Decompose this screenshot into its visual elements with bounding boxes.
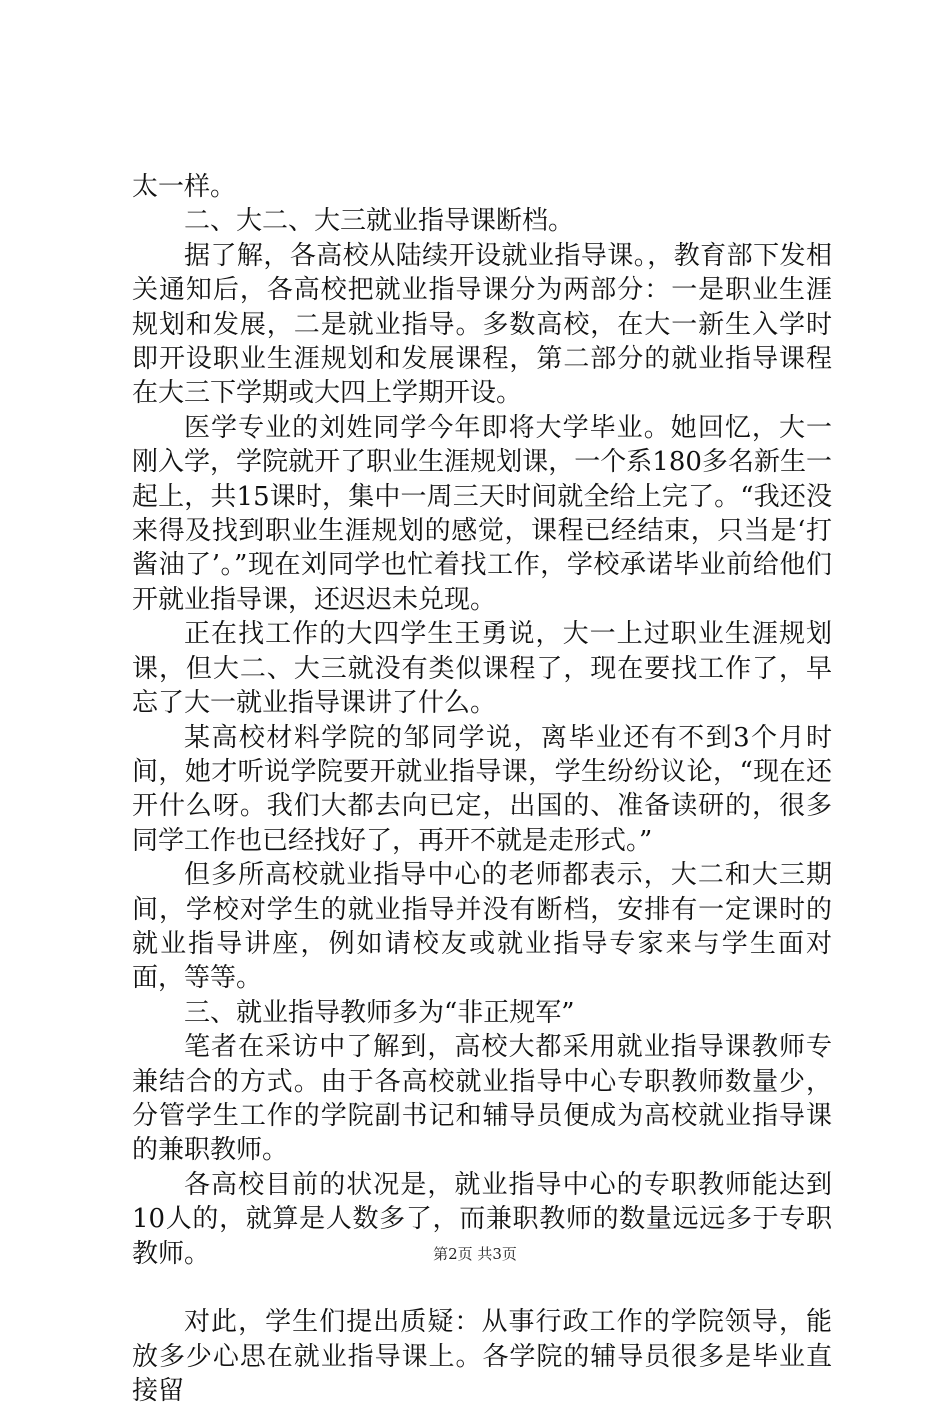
page-footer: 第2页 共3页 [433, 1245, 517, 1263]
paragraph-9: 笔者在采访中了解到，高校大都采用就业指导课教师专兼结合的方式。由于各高校就业指导中心专职教师数量少，分管学生工作的学院副书记和辅导员便成为高校就业指导课的兼职教师。 [132, 1032, 832, 1166]
paragraph-7: 但多所高校就业指导中心的老师都表示，大二和大三期间，学校对学生的就业指导并没有断档，安排有一定课时的就业指导讲座，例如请校友或就业指导专家来与学生面对面，等等。 [132, 860, 832, 994]
section-heading-2: 二、大二、大三就业指导课断档。 [184, 206, 575, 237]
paragraph-11: 对此，学生们提出质疑：从事行政工作的学院领导，能放多少心思在就业指导课上。各学院的辅导员很多是毕业直接留 [132, 1307, 832, 1407]
paragraph-1: 太一样。 [132, 172, 237, 202]
section-heading-3: 三、就业指导教师多为“非正规军” [184, 997, 575, 1028]
paragraph-3: 据了解，各高校从陆续开设就业指导课。，教育部下发相关通知后，各高校把就业指导课分为两部分：一是职业生涯规划和发展，二是就业指导。多数高校，在大一新生入学时即开设职业生涯规划和发展课程，第二部分的就业指导课程在大三下学期或大四上学期开设。 [132, 240, 832, 409]
paragraph-4: 医学专业的刘姓同学今年即将大学毕业。她回忆，大一刚入学，学院就开了职业生涯规划课，一个系180多名新生一起上，共15课时，集中一周三天时间就全给上完了。“我还没来得及找到职业生涯规划的感觉，课程已经结束，只当是‘打酱油了’。”现在刘同学也忙着找工作，学校承诺毕业前给他们开就业指导课，还迟迟未兑现。 [132, 412, 832, 615]
document-body [132, 170, 832, 1409]
paragraph-6: 某高校材料学院的邹同学说，离毕业还有不到3个月时间，她才听说学院要开就业指导课，学生纷纷议论，“现在还开什么呀。我们大都去向已定，出国的、准备读研的，很多同学工作也已经找好了，再开不就是走形式。” [132, 722, 832, 856]
paragraph-5: 正在找工作的大四学生王勇说，大一上过职业生涯规划课，但大二、大三就没有类似课程了，现在要找工作了，早忘了大一就业指导课讲了什么。 [132, 619, 832, 719]
paragraph-10: 各高校目前的状况是，就业指导中心的专职教师能达到10人的，就算是人数多了，而兼职教师的数量远远多于专职教师。 [132, 1169, 832, 1269]
